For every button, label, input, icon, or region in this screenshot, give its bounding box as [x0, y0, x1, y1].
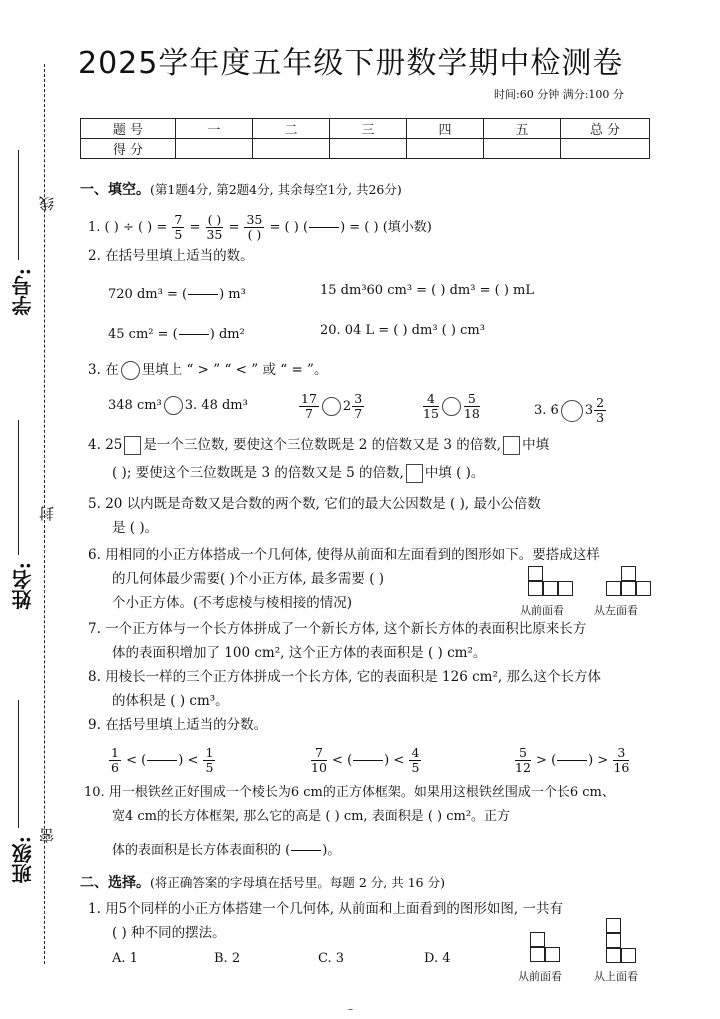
question-number: 1.: [88, 901, 101, 917]
s2-q1-option-c[interactable]: C. 3: [318, 951, 345, 966]
score-input-cell[interactable]: [176, 139, 253, 159]
q2-item-a[interactable]: 720 dm³ = ( ) m³: [108, 282, 246, 307]
question-4-line1: [88, 436, 549, 455]
denominator: [353, 761, 383, 773]
blank-fraction: [179, 322, 209, 347]
question-7-line2[interactable]: 体的表面积增加了 100 cm², 这个正方体的表面积是 ( ) cm²。: [112, 645, 487, 661]
unit-square: [636, 581, 651, 596]
q1-part2: = ( ): [269, 220, 299, 235]
unit-square: [543, 581, 558, 596]
front-view-figure: [528, 566, 576, 598]
section-note: (第1题4分, 第2题4分, 其余每空1分, 共26分): [150, 182, 402, 197]
unit-square: [530, 932, 545, 947]
numerator: [557, 748, 587, 761]
question-number: 4.: [88, 437, 101, 453]
denominator: 5: [411, 760, 420, 775]
equals-sign: =: [189, 220, 201, 235]
question-text: 里填上 “ > ” “ < ” 或 “ = ”。: [141, 362, 328, 378]
score-input-cell[interactable]: [253, 139, 330, 159]
section-note: (将正确答案的字母填在括号里。每题 2 分, 共 16 分): [150, 875, 445, 890]
name-blank: [18, 420, 19, 555]
compare-circle-icon[interactable]: [561, 400, 583, 422]
fraction: [613, 746, 629, 775]
question-10-line3[interactable]: 体的表面积是长方体表面积的 ( )。: [112, 838, 340, 863]
question-3: [88, 361, 327, 380]
question-number: 9.: [88, 717, 101, 733]
question-8-line2[interactable]: 的体积是 ( ) cm³。: [112, 693, 229, 709]
unit-square: [606, 933, 621, 948]
denominator: [557, 761, 587, 773]
top-view-figure: [606, 918, 638, 965]
figure-caption: 从上面看: [594, 970, 638, 983]
equals-sign: =: [228, 220, 240, 235]
table-cell: 二: [253, 119, 330, 139]
numerator: 3: [354, 391, 363, 406]
question-6-line2[interactable]: 的几何体最少需要( )个小正方体, 最多需要 ( ): [112, 571, 385, 587]
score-input-cell[interactable]: [330, 139, 407, 159]
digit-box[interactable]: [406, 464, 423, 483]
table-cell: 五: [484, 119, 561, 139]
page-title: 2025学年度五年级下册数学期中检测卷: [78, 46, 624, 81]
blank-fraction: [188, 282, 218, 307]
compare-circle-icon[interactable]: [442, 397, 461, 416]
section-title: 二、选择。: [80, 875, 150, 891]
question-6-line1: [88, 546, 600, 564]
q9-item-a[interactable]: $\frac{1}{6}$ < ( ) < $\frac{1}{5}$: [111, 745, 214, 775]
q1-part3: = ( ) (填小数): [349, 220, 432, 235]
name-label: 姓名:: [11, 562, 35, 610]
q3-item-a[interactable]: [108, 396, 248, 415]
fraction: [352, 392, 364, 421]
question-4-line2[interactable]: [112, 464, 484, 483]
figure-caption: 从前面看: [520, 604, 564, 617]
fraction: [244, 213, 264, 242]
table-cell: 四: [407, 119, 484, 139]
blank-fraction: [147, 748, 177, 773]
question-1[interactable]: [88, 213, 432, 242]
seal-line-mark: 线: [38, 196, 56, 211]
question-number: 1.: [88, 220, 101, 235]
q3-item-b[interactable]: [298, 392, 365, 421]
less-than: <: [187, 753, 199, 768]
numerator: 5: [464, 392, 480, 407]
left-view-figure: [606, 566, 654, 598]
figure-caption: 从左面看: [594, 604, 638, 617]
q2-item-d[interactable]: 20. 04 L = ( ) dm³ ( ) cm³: [320, 323, 485, 338]
blank-fraction: [557, 748, 587, 773]
score-table-score-row: [81, 139, 650, 159]
denominator: 7: [354, 406, 363, 421]
fraction: [203, 746, 215, 775]
denominator: 7: [304, 406, 313, 421]
unit-square: [606, 948, 621, 963]
question-text: 。: [327, 843, 341, 858]
denominator: 12: [515, 760, 531, 775]
denominator: 15: [423, 406, 439, 421]
numerator: 1: [111, 745, 119, 760]
s2-q1-option-b[interactable]: B. 2: [214, 951, 241, 966]
unit: m³: [228, 287, 246, 302]
q9-item-b[interactable]: $\frac{7}{10}$ < ( ) < $\frac{4}{5}$: [311, 745, 420, 775]
table-cell: 三: [330, 119, 407, 139]
question-text: 用一根铁丝正好围成一个棱长为6 cm的正方体框架。如果用这根铁丝围成一个长6 cm、: [108, 785, 615, 800]
digit-box[interactable]: [124, 436, 141, 455]
numerator: 17: [301, 391, 317, 406]
denominator: [179, 335, 209, 347]
fraction: [423, 392, 439, 421]
numerator: 7: [311, 746, 327, 761]
numerator: 7: [174, 212, 183, 227]
section2-heading: [80, 874, 445, 892]
denominator: [309, 228, 339, 240]
question-10-line1: [84, 784, 615, 802]
q1-part1: ( ) ÷ ( ) =: [104, 220, 168, 235]
denominator: [188, 295, 218, 307]
fraction: [409, 746, 421, 775]
numerator: [179, 322, 209, 335]
numerator: 3: [613, 746, 629, 761]
numerator: 35: [246, 212, 263, 227]
q3-item-d[interactable]: [534, 396, 607, 425]
student-id-blank: [18, 150, 19, 260]
question-text: 用相同的小正方体搭成一个几何体, 使得从前面和左面看到的图形如下。要搭成这样: [105, 547, 600, 563]
less-than: <: [126, 753, 137, 768]
question-text: ( ); 要使这个三位数既是 3 的倍数又是 5 的倍数,: [112, 465, 404, 481]
q2-item-c[interactable]: 45 cm² = ( ) dm²: [108, 322, 245, 347]
figure-caption: 从前面看: [518, 970, 562, 983]
denominator: [147, 761, 177, 773]
unit-square: [528, 581, 543, 596]
compare-circle-icon[interactable]: [164, 396, 183, 415]
question-text: 20 以内既是奇数又是合数的两个数, 它们的最大公因数是 ( ), 最小公倍数: [105, 496, 541, 512]
unit-square: [545, 947, 560, 962]
question-number: 8.: [88, 669, 101, 685]
fraction: [594, 396, 606, 425]
fraction: [515, 746, 531, 775]
whole-number: 3: [584, 403, 594, 418]
less-than: <: [393, 753, 405, 768]
denominator: [291, 851, 321, 863]
fraction: [109, 746, 121, 775]
compare-circle-icon[interactable]: [322, 397, 341, 416]
numerator: 4: [411, 745, 420, 760]
denominator: ( ): [247, 227, 262, 242]
question-text: 一个正方体与一个长方体拼成了一个新长方体, 这个新长方体的表面积比原来长方: [105, 621, 587, 637]
fraction: [206, 213, 224, 242]
blank-fraction: [291, 838, 321, 863]
greater-than: >: [597, 753, 609, 768]
front-view-figure: [530, 932, 562, 964]
page-footer-mark: –: [348, 1004, 353, 1015]
score-input-cell[interactable]: [561, 139, 650, 159]
question-9: [88, 716, 267, 734]
whole-number: 2: [342, 399, 352, 414]
compare-circle-icon: [121, 361, 140, 380]
question-2: [88, 247, 254, 265]
unit-square: [606, 918, 621, 933]
question-text: 在括号里填上适当的数。: [105, 248, 254, 264]
question-5-line2[interactable]: 是 ( )。: [112, 520, 159, 536]
question-number: 3.: [88, 362, 101, 378]
denominator: 18: [463, 406, 480, 421]
question-text: 中填 ( )。: [424, 465, 485, 481]
denominator: 16: [613, 760, 630, 775]
class-blank: [18, 700, 19, 828]
less-than: <: [332, 753, 343, 768]
s2-question-1-line2[interactable]: ( ) 种不同的摆法。: [112, 925, 226, 941]
denominator: 10: [311, 760, 327, 775]
numerator: [291, 838, 321, 851]
fraction: [311, 746, 327, 775]
denominator: 5: [205, 760, 214, 775]
section1-heading: [80, 181, 402, 199]
q2-item-b[interactable]: 15 dm³60 cm³ = ( ) dm³ = ( ) mL: [320, 283, 534, 298]
s2-question-1-line1: [88, 900, 563, 918]
denominator: 35: [206, 227, 223, 242]
unit-square: [621, 566, 636, 581]
question-10-line2[interactable]: 宽4 cm的长方体框架, 那么它的高是 ( ) cm, 表面积是 ( ) cm²。正方: [112, 809, 511, 824]
question-number: 10.: [84, 785, 105, 800]
numerator: [147, 748, 177, 761]
numerator: [188, 282, 218, 295]
question-number: 2.: [88, 248, 101, 264]
question-number: 7.: [88, 621, 101, 637]
question-6-line3: 个小正方体。(不考虑棱与棱相接的情况): [112, 595, 353, 611]
question-text: 中填: [522, 437, 550, 453]
question-5-line1[interactable]: [88, 495, 541, 513]
fraction: [464, 392, 480, 421]
q3-item-c[interactable]: [422, 392, 481, 421]
unit-square: [621, 948, 636, 963]
unit-square: [606, 581, 621, 596]
question-text: 25: [105, 437, 123, 453]
numerator: 2: [596, 395, 605, 410]
question-text: 体的表面积是长方体表面积的: [112, 843, 282, 858]
fraction: [299, 392, 319, 421]
q3-d-left: 3. 6̇: [534, 403, 559, 418]
seal-secret-mark: 密: [38, 828, 56, 843]
digit-box[interactable]: [503, 436, 520, 455]
fraction: [309, 215, 339, 240]
score-input-cell[interactable]: [407, 139, 484, 159]
greater-than: >: [536, 753, 547, 768]
unit-square: [528, 566, 543, 581]
numerator: ( ): [207, 212, 222, 227]
s2-q1-option-a[interactable]: A. 1: [112, 951, 138, 966]
denominator: 3: [596, 410, 605, 425]
question-number: 6.: [88, 547, 101, 563]
unit: dm²: [218, 327, 245, 342]
question-8-line1: [88, 668, 601, 686]
fraction: [172, 213, 184, 242]
q3-a-left: 348 cm³: [108, 398, 162, 413]
section-title: 一、填空。: [80, 182, 150, 198]
denominator: 5: [174, 227, 183, 242]
table-cell: 题 号: [81, 119, 176, 139]
score-table-header-row: [81, 119, 650, 139]
numerator: [353, 748, 383, 761]
table-cell: 总 分: [561, 119, 650, 139]
question-text: 是一个三位数, 要使这个三位数既是 2 的倍数又是 3 的倍数,: [143, 437, 502, 453]
numerator: 5: [515, 746, 531, 761]
question-text: 用5个同样的小正方体搭建一个几何体, 从前面和上面看到的图形如图, 一共有: [105, 901, 563, 917]
unit-square: [558, 581, 573, 596]
unit-square: [621, 581, 636, 596]
question-7-line1: [88, 620, 586, 638]
table-cell: 一: [176, 119, 253, 139]
q2-a-text: 720 dm³ =: [108, 287, 178, 302]
numerator: 1: [205, 745, 214, 760]
numerator: [309, 215, 339, 228]
seal-seal-mark: 封: [38, 506, 56, 521]
denominator: 6: [111, 760, 119, 775]
student-id-label: 学号:: [11, 268, 35, 316]
q2-c-text: 45 cm² =: [108, 327, 169, 342]
question-text: 在: [105, 362, 119, 378]
blank-fraction[interactable]: ( ): [303, 220, 345, 235]
question-text: 在括号里填上适当的分数。: [105, 717, 268, 733]
score-table: [80, 118, 650, 159]
time-info: 时间:60 分钟 满分:100 分: [494, 88, 624, 101]
class-label: 班级:: [11, 836, 35, 884]
score-input-cell[interactable]: [484, 139, 561, 159]
q9-item-c[interactable]: $\frac{5}{12}$ > ( ) > $\frac{3}{16}$: [515, 745, 630, 775]
unit-square: [530, 947, 545, 962]
numerator: 4: [423, 392, 439, 407]
blank-fraction: [353, 748, 383, 773]
table-cell: 得 分: [81, 139, 176, 159]
q3-a-right: 3. 48 dm³: [184, 398, 248, 413]
s2-q1-option-d[interactable]: D. 4: [424, 951, 451, 966]
question-text: 用棱长一样的三个正方体拼成一个长方体, 它的表面积是 126 cm², 那么这个长方体: [105, 669, 601, 685]
question-number: 5.: [88, 496, 101, 512]
